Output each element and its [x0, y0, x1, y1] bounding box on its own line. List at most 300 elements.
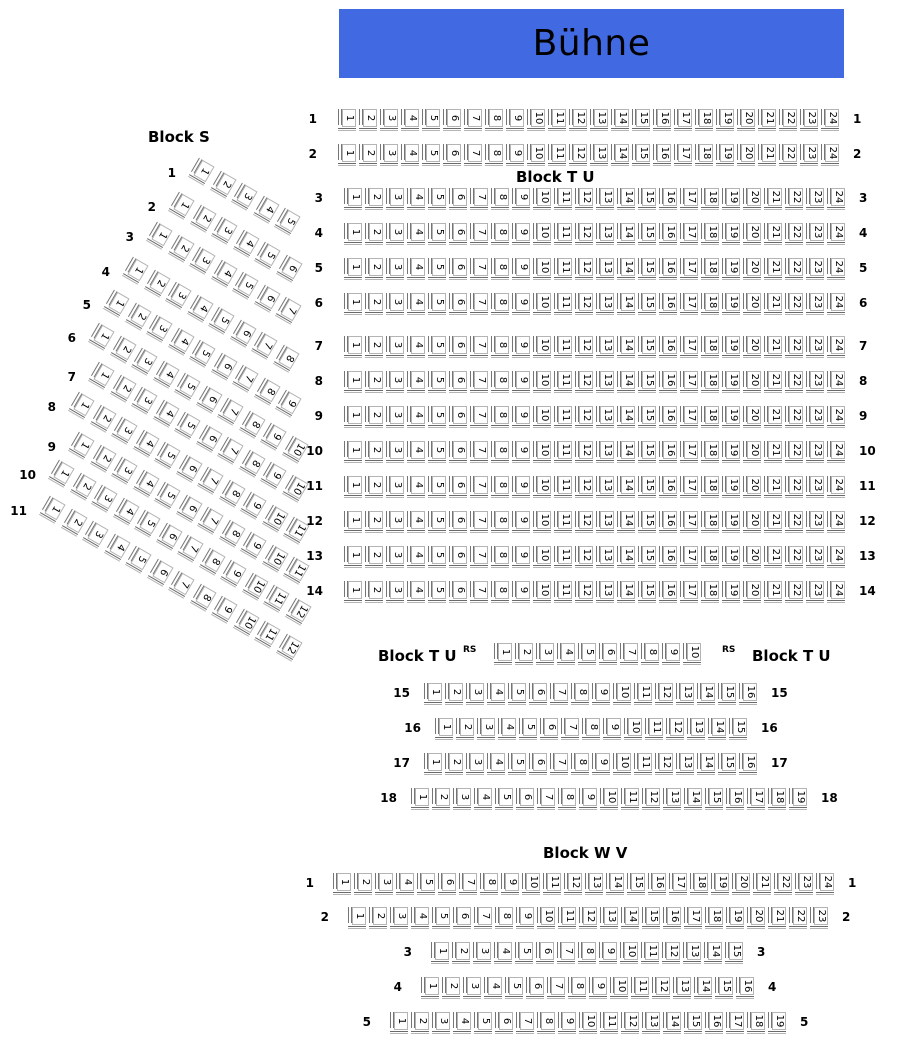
- seat[interactable]: 1: [73, 394, 94, 417]
- seat[interactable]: 4: [411, 511, 425, 529]
- seat[interactable]: 18: [772, 788, 786, 806]
- seat[interactable]: 5: [130, 548, 151, 571]
- seat[interactable]: 24: [825, 144, 839, 162]
- seat[interactable]: 15: [642, 476, 656, 494]
- seat[interactable]: 2: [369, 406, 383, 424]
- seat[interactable]: 7: [280, 299, 301, 322]
- seat[interactable]: 10: [617, 753, 631, 771]
- seat[interactable]: 5: [523, 718, 537, 736]
- seat[interactable]: 1: [348, 258, 362, 276]
- seat[interactable]: 4: [158, 401, 179, 424]
- seat[interactable]: 14: [698, 977, 712, 995]
- seat[interactable]: 7: [237, 367, 258, 390]
- seat[interactable]: 16: [652, 873, 666, 891]
- seat[interactable]: 7: [551, 977, 565, 995]
- seat[interactable]: 16: [663, 293, 677, 311]
- seat[interactable]: 14: [667, 1012, 681, 1030]
- seat[interactable]: 6: [540, 942, 554, 960]
- seat[interactable]: 3: [436, 1012, 450, 1030]
- seat[interactable]: 23: [810, 223, 824, 241]
- seat[interactable]: 1: [53, 462, 74, 485]
- seat[interactable]: 6: [453, 406, 467, 424]
- seat[interactable]: 4: [411, 406, 425, 424]
- seat[interactable]: 21: [768, 336, 782, 354]
- seat[interactable]: 20: [747, 441, 761, 459]
- seat[interactable]: 11: [552, 109, 566, 127]
- seat[interactable]: 18: [705, 336, 719, 354]
- seat[interactable]: 6: [530, 977, 544, 995]
- seat[interactable]: 10: [537, 371, 551, 389]
- seat[interactable]: 17: [678, 109, 692, 127]
- seat[interactable]: 4: [138, 471, 159, 494]
- seat[interactable]: 4: [457, 1012, 471, 1030]
- seat[interactable]: 9: [516, 223, 530, 241]
- seat[interactable]: 21: [772, 907, 786, 925]
- seat[interactable]: 3: [477, 942, 491, 960]
- seat[interactable]: 3: [170, 284, 191, 307]
- seat[interactable]: 12: [646, 788, 660, 806]
- seat[interactable]: 4: [411, 371, 425, 389]
- seat[interactable]: 13: [600, 223, 614, 241]
- seat[interactable]: 6: [520, 788, 534, 806]
- seat[interactable]: 23: [810, 371, 824, 389]
- seat[interactable]: 14: [621, 441, 635, 459]
- seat[interactable]: 6: [499, 1012, 513, 1030]
- seat[interactable]: 7: [474, 546, 488, 564]
- seat[interactable]: 17: [684, 293, 698, 311]
- seat[interactable]: 5: [499, 788, 513, 806]
- seat[interactable]: 1: [348, 223, 362, 241]
- seat[interactable]: 4: [491, 753, 505, 771]
- seat[interactable]: 17: [684, 511, 698, 529]
- seat[interactable]: 16: [663, 581, 677, 599]
- seat[interactable]: 1: [342, 109, 356, 127]
- seat[interactable]: 16: [657, 144, 671, 162]
- seat[interactable]: 4: [411, 581, 425, 599]
- seat[interactable]: 10: [287, 476, 308, 499]
- seat[interactable]: 7: [541, 788, 555, 806]
- seat[interactable]: 12: [666, 942, 680, 960]
- seat[interactable]: 2: [369, 546, 383, 564]
- seat[interactable]: 12: [281, 635, 302, 658]
- seat[interactable]: 6: [453, 336, 467, 354]
- seat[interactable]: 7: [474, 223, 488, 241]
- seat[interactable]: 18: [705, 223, 719, 241]
- seat[interactable]: 7: [202, 509, 223, 532]
- seat[interactable]: 10: [537, 441, 551, 459]
- seat[interactable]: 13: [691, 718, 705, 736]
- seat[interactable]: 2: [115, 376, 136, 399]
- seat[interactable]: 21: [768, 581, 782, 599]
- seat[interactable]: 19: [726, 293, 740, 311]
- seat[interactable]: 12: [579, 293, 593, 311]
- seat[interactable]: 17: [678, 144, 692, 162]
- seat[interactable]: 8: [278, 346, 299, 369]
- seat[interactable]: 3: [540, 643, 554, 661]
- seat[interactable]: 22: [789, 293, 803, 311]
- seat[interactable]: 7: [474, 293, 488, 311]
- seat[interactable]: 8: [572, 977, 586, 995]
- seat[interactable]: 10: [267, 546, 288, 569]
- seat[interactable]: 2: [369, 581, 383, 599]
- seat[interactable]: 5: [159, 444, 180, 467]
- seat[interactable]: 9: [516, 546, 530, 564]
- seat[interactable]: 10: [628, 718, 642, 736]
- seat[interactable]: 7: [474, 511, 488, 529]
- seat[interactable]: 1: [348, 336, 362, 354]
- seat[interactable]: 13: [600, 258, 614, 276]
- seat[interactable]: 7: [561, 942, 575, 960]
- seat[interactable]: 16: [663, 546, 677, 564]
- seat[interactable]: 13: [589, 873, 603, 891]
- seat[interactable]: 14: [688, 788, 702, 806]
- seat[interactable]: 5: [432, 511, 446, 529]
- seat[interactable]: 6: [453, 581, 467, 599]
- seat[interactable]: 6: [181, 496, 202, 519]
- seat[interactable]: 11: [645, 942, 659, 960]
- seat[interactable]: 2: [173, 236, 194, 259]
- seat[interactable]: 9: [245, 534, 266, 557]
- seat[interactable]: 13: [594, 144, 608, 162]
- seat[interactable]: 1: [93, 325, 114, 348]
- seat[interactable]: 3: [194, 249, 215, 272]
- seat[interactable]: 10: [687, 643, 701, 661]
- seat[interactable]: 23: [810, 476, 824, 494]
- seat[interactable]: 18: [705, 293, 719, 311]
- seat[interactable]: 5: [509, 977, 523, 995]
- seat[interactable]: 2: [195, 206, 216, 229]
- seat[interactable]: 3: [390, 406, 404, 424]
- seat[interactable]: 23: [804, 109, 818, 127]
- seat[interactable]: 18: [705, 406, 719, 424]
- seat[interactable]: 12: [579, 511, 593, 529]
- seat[interactable]: 10: [531, 109, 545, 127]
- seat[interactable]: 5: [213, 309, 234, 332]
- seat[interactable]: 9: [510, 109, 524, 127]
- seat[interactable]: 9: [583, 788, 597, 806]
- seat[interactable]: 3: [236, 185, 257, 208]
- seat[interactable]: 20: [747, 336, 761, 354]
- seat[interactable]: 15: [636, 144, 650, 162]
- seat[interactable]: 14: [621, 336, 635, 354]
- seat[interactable]: 3: [384, 109, 398, 127]
- seat[interactable]: 4: [109, 535, 130, 558]
- seat[interactable]: 17: [684, 188, 698, 206]
- seat[interactable]: 21: [768, 511, 782, 529]
- seat[interactable]: 4: [238, 231, 259, 254]
- seat[interactable]: 17: [684, 441, 698, 459]
- seat[interactable]: 2: [95, 406, 116, 429]
- seat[interactable]: 24: [831, 441, 845, 459]
- seat[interactable]: 8: [495, 293, 509, 311]
- seat[interactable]: 10: [267, 506, 288, 529]
- seat[interactable]: 17: [684, 223, 698, 241]
- seat[interactable]: 6: [457, 907, 471, 925]
- seat[interactable]: 18: [705, 258, 719, 276]
- seat[interactable]: 23: [810, 581, 824, 599]
- seat[interactable]: 2: [373, 907, 387, 925]
- seat[interactable]: 24: [831, 336, 845, 354]
- seat[interactable]: 6: [235, 321, 256, 344]
- seat[interactable]: 15: [722, 683, 736, 701]
- seat[interactable]: 2: [115, 337, 136, 360]
- seat[interactable]: 7: [520, 1012, 534, 1030]
- seat[interactable]: 5: [512, 683, 526, 701]
- seat[interactable]: 1: [348, 441, 362, 459]
- seat[interactable]: 19: [726, 406, 740, 424]
- seat[interactable]: 6: [181, 456, 202, 479]
- seat[interactable]: 7: [474, 476, 488, 494]
- seat[interactable]: 2: [449, 683, 463, 701]
- seat[interactable]: 11: [558, 581, 572, 599]
- seat[interactable]: 9: [505, 873, 519, 891]
- seat[interactable]: 8: [495, 511, 509, 529]
- seat[interactable]: 8: [204, 549, 225, 572]
- seat[interactable]: 23: [804, 144, 818, 162]
- seat[interactable]: 7: [468, 144, 482, 162]
- seat[interactable]: 12: [625, 1012, 639, 1030]
- seat[interactable]: 2: [369, 371, 383, 389]
- seat[interactable]: 8: [195, 585, 216, 608]
- seat[interactable]: 20: [747, 511, 761, 529]
- seat[interactable]: 15: [642, 293, 656, 311]
- seat[interactable]: 5: [432, 336, 446, 354]
- seat[interactable]: 9: [516, 476, 530, 494]
- seat[interactable]: 3: [136, 389, 157, 412]
- seat[interactable]: 23: [810, 546, 824, 564]
- seat[interactable]: 10: [537, 581, 551, 599]
- seat[interactable]: 17: [684, 546, 698, 564]
- seat[interactable]: 1: [348, 406, 362, 424]
- seat[interactable]: 15: [642, 406, 656, 424]
- seat[interactable]: 9: [516, 406, 530, 424]
- seat[interactable]: 6: [442, 873, 456, 891]
- seat[interactable]: 21: [768, 371, 782, 389]
- seat[interactable]: 3: [394, 907, 408, 925]
- seat[interactable]: 12: [579, 258, 593, 276]
- seat[interactable]: 22: [789, 188, 803, 206]
- seat[interactable]: 11: [288, 559, 309, 582]
- seat[interactable]: 1: [428, 683, 442, 701]
- seat[interactable]: 5: [512, 753, 526, 771]
- seat[interactable]: 4: [411, 223, 425, 241]
- seat[interactable]: 16: [663, 476, 677, 494]
- seat[interactable]: 1: [337, 873, 351, 891]
- seat[interactable]: 10: [537, 293, 551, 311]
- seat[interactable]: 10: [537, 511, 551, 529]
- seat[interactable]: 4: [411, 476, 425, 494]
- seat[interactable]: 9: [516, 511, 530, 529]
- seat[interactable]: 9: [516, 188, 530, 206]
- seat[interactable]: 5: [432, 546, 446, 564]
- seat[interactable]: 21: [768, 476, 782, 494]
- seat[interactable]: 1: [439, 718, 453, 736]
- seat[interactable]: 1: [435, 942, 449, 960]
- seat[interactable]: 20: [747, 223, 761, 241]
- seat[interactable]: 5: [432, 371, 446, 389]
- seat[interactable]: 3: [390, 581, 404, 599]
- seat[interactable]: 4: [502, 718, 516, 736]
- seat[interactable]: 5: [179, 375, 200, 398]
- seat[interactable]: 5: [194, 342, 215, 365]
- seat[interactable]: 6: [453, 188, 467, 206]
- seat[interactable]: 7: [565, 718, 579, 736]
- seat[interactable]: 19: [726, 581, 740, 599]
- seat[interactable]: 8: [489, 144, 503, 162]
- seat[interactable]: 17: [684, 336, 698, 354]
- seat[interactable]: 7: [463, 873, 477, 891]
- seat[interactable]: 24: [831, 476, 845, 494]
- seat[interactable]: 19: [720, 109, 734, 127]
- seat[interactable]: 23: [810, 336, 824, 354]
- seat[interactable]: 4: [411, 293, 425, 311]
- seat[interactable]: 15: [642, 258, 656, 276]
- seat[interactable]: 17: [688, 907, 702, 925]
- seat[interactable]: 13: [680, 753, 694, 771]
- seat[interactable]: 11: [268, 587, 289, 610]
- seat[interactable]: 17: [684, 476, 698, 494]
- seat[interactable]: 1: [173, 194, 194, 217]
- seat[interactable]: 1: [348, 476, 362, 494]
- seat[interactable]: 15: [729, 942, 743, 960]
- seat[interactable]: 3: [390, 293, 404, 311]
- seat[interactable]: 3: [470, 753, 484, 771]
- seat[interactable]: 20: [747, 293, 761, 311]
- seat[interactable]: 19: [715, 873, 729, 891]
- seat[interactable]: 6: [216, 354, 237, 377]
- seat[interactable]: 16: [740, 977, 754, 995]
- seat[interactable]: 17: [730, 1012, 744, 1030]
- seat[interactable]: 18: [705, 441, 719, 459]
- seat[interactable]: 2: [436, 788, 450, 806]
- seat[interactable]: 20: [741, 109, 755, 127]
- seat[interactable]: 14: [701, 683, 715, 701]
- seat[interactable]: 7: [554, 753, 568, 771]
- seat[interactable]: 7: [474, 188, 488, 206]
- seat[interactable]: 6: [603, 643, 617, 661]
- seat[interactable]: 16: [730, 788, 744, 806]
- seat[interactable]: 9: [516, 258, 530, 276]
- seat[interactable]: 1: [352, 907, 366, 925]
- seat[interactable]: 23: [799, 873, 813, 891]
- seat[interactable]: 13: [600, 188, 614, 206]
- seat[interactable]: 4: [138, 431, 159, 454]
- seat[interactable]: 15: [642, 581, 656, 599]
- seat[interactable]: 7: [222, 439, 243, 462]
- seat[interactable]: 10: [537, 336, 551, 354]
- seat[interactable]: 5: [432, 476, 446, 494]
- seat[interactable]: 24: [831, 406, 845, 424]
- seat[interactable]: 18: [709, 907, 723, 925]
- seat[interactable]: 15: [719, 977, 733, 995]
- seat[interactable]: 18: [705, 476, 719, 494]
- seat[interactable]: 10: [537, 258, 551, 276]
- seat[interactable]: 18: [699, 144, 713, 162]
- seat[interactable]: 10: [247, 574, 268, 597]
- seat[interactable]: 5: [432, 188, 446, 206]
- seat[interactable]: 2: [363, 144, 377, 162]
- seat[interactable]: 18: [751, 1012, 765, 1030]
- seat[interactable]: 2: [519, 643, 533, 661]
- seat[interactable]: 11: [558, 336, 572, 354]
- seat[interactable]: 6: [453, 258, 467, 276]
- seat[interactable]: 7: [474, 406, 488, 424]
- seat[interactable]: 10: [541, 907, 555, 925]
- seat[interactable]: 13: [594, 109, 608, 127]
- seat[interactable]: 14: [625, 907, 639, 925]
- seat[interactable]: 1: [348, 511, 362, 529]
- seat[interactable]: 10: [537, 476, 551, 494]
- seat[interactable]: 5: [432, 406, 446, 424]
- seat[interactable]: 10: [624, 942, 638, 960]
- seat[interactable]: 3: [216, 219, 237, 242]
- seat[interactable]: 14: [610, 873, 624, 891]
- seat[interactable]: 6: [453, 476, 467, 494]
- seat[interactable]: 11: [552, 144, 566, 162]
- seat[interactable]: 6: [453, 511, 467, 529]
- seat[interactable]: 22: [789, 258, 803, 276]
- seat[interactable]: 4: [118, 499, 139, 522]
- seat[interactable]: 15: [642, 223, 656, 241]
- seat[interactable]: 9: [216, 598, 237, 621]
- seat[interactable]: 7: [474, 336, 488, 354]
- seat[interactable]: 7: [474, 581, 488, 599]
- seat[interactable]: 22: [789, 371, 803, 389]
- seat[interactable]: 21: [768, 188, 782, 206]
- seat[interactable]: 7: [173, 573, 194, 596]
- seat[interactable]: 15: [733, 718, 747, 736]
- seat[interactable]: 22: [789, 581, 803, 599]
- seat[interactable]: 6: [447, 144, 461, 162]
- seat[interactable]: 3: [390, 546, 404, 564]
- seat[interactable]: 23: [810, 441, 824, 459]
- seat[interactable]: 8: [495, 371, 509, 389]
- seat[interactable]: 6: [533, 683, 547, 701]
- seat[interactable]: 1: [348, 293, 362, 311]
- seat[interactable]: 1: [348, 371, 362, 389]
- seat[interactable]: 9: [516, 441, 530, 459]
- seat[interactable]: 17: [684, 581, 698, 599]
- seat[interactable]: 12: [579, 476, 593, 494]
- seat[interactable]: 20: [747, 371, 761, 389]
- seat[interactable]: 4: [411, 258, 425, 276]
- seat[interactable]: 1: [193, 160, 214, 183]
- seat[interactable]: 2: [75, 474, 96, 497]
- seat[interactable]: 4: [400, 873, 414, 891]
- seat[interactable]: 3: [481, 718, 495, 736]
- seat[interactable]: 4: [498, 942, 512, 960]
- seat[interactable]: 22: [789, 223, 803, 241]
- seat[interactable]: 3: [390, 441, 404, 459]
- seat[interactable]: 17: [684, 371, 698, 389]
- seat[interactable]: 18: [694, 873, 708, 891]
- seat[interactable]: 3: [390, 511, 404, 529]
- seat[interactable]: 3: [384, 144, 398, 162]
- seat[interactable]: 7: [554, 683, 568, 701]
- seat[interactable]: 7: [474, 441, 488, 459]
- seat[interactable]: 21: [768, 293, 782, 311]
- seat[interactable]: 11: [558, 511, 572, 529]
- seat[interactable]: 9: [607, 718, 621, 736]
- seat[interactable]: 6: [453, 223, 467, 241]
- seat[interactable]: 10: [614, 977, 628, 995]
- seat[interactable]: 15: [722, 753, 736, 771]
- seat[interactable]: 5: [432, 293, 446, 311]
- seat[interactable]: 19: [726, 223, 740, 241]
- seat[interactable]: 13: [600, 406, 614, 424]
- seat[interactable]: 22: [789, 441, 803, 459]
- seat[interactable]: 8: [645, 643, 659, 661]
